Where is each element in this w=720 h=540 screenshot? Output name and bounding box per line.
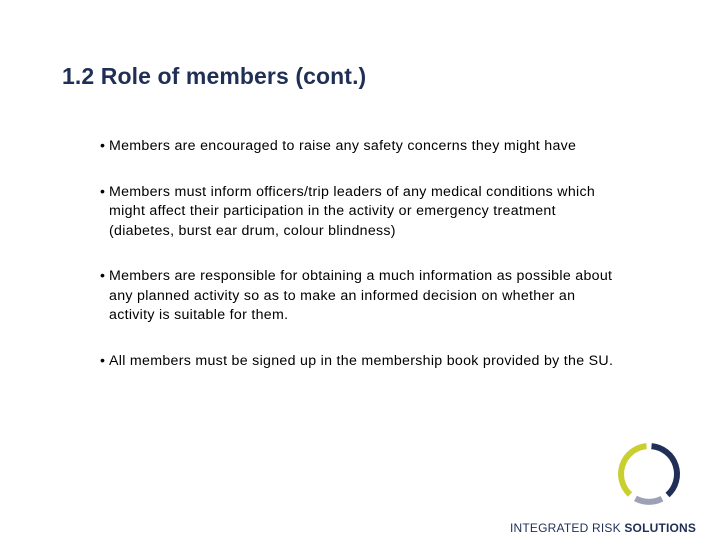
bullet-item [100, 183, 620, 242]
bullet-text: Members must inform officers/trip leaders of any medical conditions which might affect their participation in the activity or emergency treatment (diabetes, burst ear drum, colour blindness) [109, 183, 596, 239]
bullet-item [100, 352, 620, 372]
bullet-text: Members are responsible for obtaining a much information as possible about any planned activity so as to make an informed decision on whether an activity is suitable for them. [109, 268, 613, 323]
ring-segment-grey [636, 498, 663, 501]
logo-wordmark [510, 521, 696, 535]
bullet-marker: • [100, 352, 106, 369]
ring-segment-lime [621, 446, 646, 494]
bullet-item [100, 267, 620, 326]
ring-segment-navy [652, 446, 677, 495]
bullet-marker: • [100, 183, 106, 200]
bullet-marker: • [100, 268, 106, 284]
slide-title: 1.2 Role of members (cont.) [62, 63, 367, 89]
segmented-ring-icon [616, 441, 682, 507]
bullet-text: All members must be signed up in the membership book provided by the SU. [109, 352, 614, 369]
bullet-item [100, 137, 620, 157]
logo-text-bold: SOLUTIONS [624, 521, 697, 535]
logo-text-light: INTEGRATED RISK [510, 521, 625, 535]
company-logo [508, 441, 697, 537]
bullet-list [100, 137, 620, 371]
bullet-text: Members are encouraged to raise any safety concerns they might have [109, 138, 577, 154]
bullet-marker: • [100, 138, 106, 154]
